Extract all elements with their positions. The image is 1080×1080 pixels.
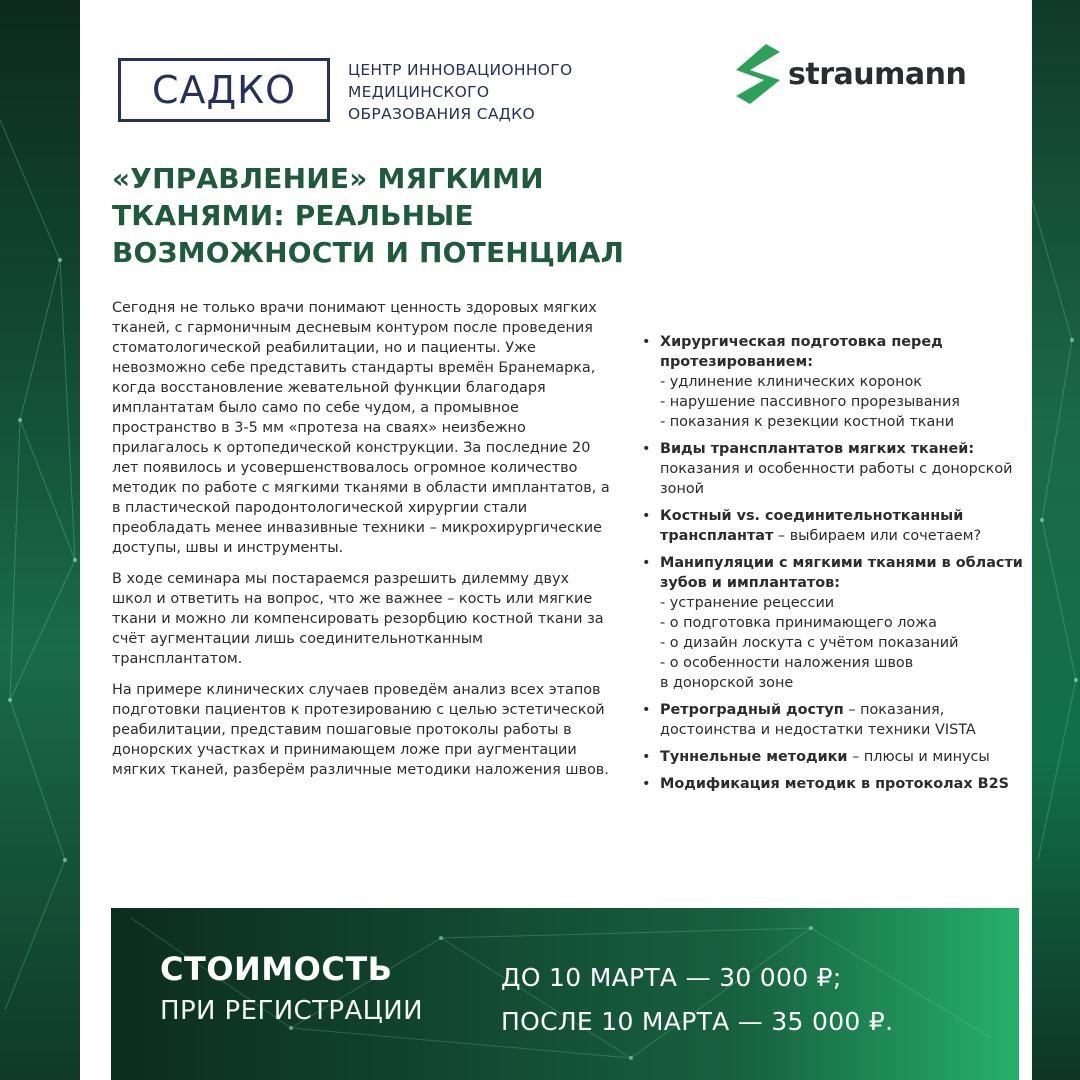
topic-subitem: - о особенности наложения швов (660, 655, 914, 671)
title-line: «УПРАВЛЕНИЕ» МЯГКИМИ (112, 162, 544, 195)
topic-text: – показания, достоинства и недостатки техники VISTA (660, 702, 976, 738)
sadko-caption-line: ЦЕНТР ИННОВАЦИОННОГО (348, 61, 573, 79)
topic-subitem: - о подготовка принимающего ложа (660, 615, 938, 631)
topic-title: Костный vs. соединительнотканный трансплантат (660, 508, 964, 544)
sadko-caption (348, 59, 628, 125)
network-pattern-left (0, 0, 80, 1080)
intro-paragraph: Сегодня не только врачи понимают ценность здоровых мягких тканей, с гармоничным десневым контуром после проведения стоматологической реабилитации, но и пациенты. Уже невозможно себе представить стандарты времён Бранемарка, когда восстановление жевательной функции благодаря имплантатам было само по себе чудом, а промывное пространство в 3-5 мм «протеза на сваях» неизбежно прилагалось к ортопедической конструкции. За последние 20 лет появилось и усовершенствовалось огромное количество методик по работе с мягкими тканями в области имплантатов, а в пластической пародонтологической хирургии стали преобладать менее инвазивные техники – микрохирургические доступы, швы и инструменты. (112, 300, 610, 556)
sadko-caption-line: ОБРАЗОВАНИЯ САДКО (348, 105, 535, 123)
straumann-wordmark: straumann (788, 56, 967, 92)
topic-item (640, 553, 1040, 693)
topic-item (640, 439, 1040, 499)
page-title (112, 160, 712, 271)
price-values (501, 956, 893, 1044)
topic-text: – выбираем или сочетаем? (773, 528, 982, 544)
straumann-logo (736, 44, 1016, 104)
price-label (160, 950, 423, 1026)
topic-subitem: - нарушение пассивного прорезывания (660, 394, 960, 410)
topics-list (640, 332, 1040, 801)
topic-subitem: - о дизайн лоскута с учётом показаний (660, 635, 959, 651)
topic-item (640, 700, 1040, 740)
topic-item (640, 747, 1040, 767)
topic-text: – плюсы и минусы (847, 749, 990, 765)
topic-title: Туннельные методики (660, 749, 848, 765)
topic-item (640, 506, 1040, 546)
topic-title: Манипуляции с мягкими тканями в области зубов и имплантатов: (660, 555, 1023, 591)
sadko-caption-line: МЕДИЦИНСКОГО (348, 83, 490, 101)
topic-title: Хирургическая подготовка перед протезированием: (660, 334, 943, 370)
sadko-logo (118, 58, 330, 122)
topic-title: Модификация методик в протоколах B2S (660, 776, 1010, 792)
intro-text (112, 298, 612, 791)
price-banner (111, 908, 1019, 1080)
topic-item (640, 332, 1040, 432)
title-line: ТКАНЯМИ: РЕАЛЬНЫЕ (112, 199, 474, 232)
topic-subitem: в донорской зоне (660, 675, 794, 691)
straumann-s-icon (736, 44, 780, 104)
intro-paragraph: На примере клинических случаев проведём анализ всех этапов подготовки пациентов к протезированию с целью эстетической реабилитации, представим пошаговые протоколы работы в донорских участках и принимающем ложе при аугментации мягких тканей, разберём различные методики наложения швов. (112, 682, 609, 778)
title-line: ВОЗМОЖНОСТИ И ПОТЕНЦИАЛ (112, 236, 625, 269)
price-subtitle: ПРИ РЕГИСТРАЦИИ (160, 996, 423, 1026)
price-early: ДО 10 МАРТА — 30 000 ₽; (501, 963, 842, 992)
topic-subitem: - удлинение клинических коронок (660, 374, 922, 390)
topic-title: Виды трансплантатов мягких тканей: (660, 441, 975, 457)
price-title: СТОИМОСТЬ (160, 950, 393, 988)
topic-subitem: - показания к резекции костной ткани (660, 414, 955, 430)
sadko-logo-text: САДКО (151, 68, 297, 112)
price-late: ПОСЛЕ 10 МАРТА — 35 000 ₽. (501, 1007, 894, 1036)
topic-text: показания и особенности работы с донорской зоной (660, 461, 1013, 497)
left-decorative-panel (0, 0, 80, 1080)
topic-title: Ретроградный доступ (660, 702, 844, 718)
topic-subitem: - устранение рецессии (660, 595, 835, 611)
topic-item (640, 774, 1040, 794)
intro-paragraph: В ходе семинара мы постараемся разрешить дилемму двух школ и ответить на вопрос, что же важнее – кость или мягкие ткани и можно ли компенсировать резорбцию костной ткани за счёт аугментации лишь соединительнотканным трансплантатом. (112, 571, 604, 667)
